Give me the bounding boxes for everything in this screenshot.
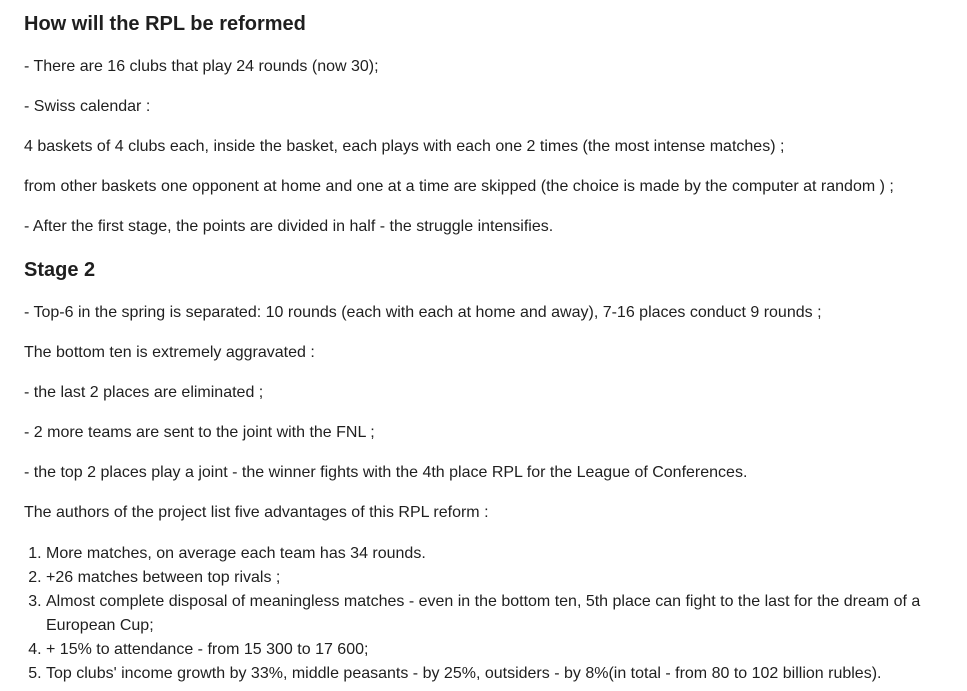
paragraph-bottom-ten: The bottom ten is extremely aggravated : xyxy=(24,344,315,361)
advantage-item: 4. + 15% to attendance - from 15 300 to 17 600; xyxy=(46,638,954,662)
paragraph-first-stage: - After the first stage, the points are divided in half - the struggle intensifies. xyxy=(24,218,554,235)
paragraph-top-6: - Top-6 in the spring is separated: 10 rounds (each with each at home and away), 7-16 places conduct 9 rounds ; xyxy=(24,304,822,321)
paragraph-swiss-calendar: - Swiss calendar : xyxy=(24,98,151,115)
stage-2-heading: Stage 2 xyxy=(24,259,96,281)
advantage-item: 1. More matches, on average each team has 34 rounds. xyxy=(46,542,954,566)
paragraph-clubs: - There are 16 clubs that play 24 rounds (now 30); xyxy=(24,58,379,75)
article-title: How will the RPL be reformed xyxy=(24,13,306,35)
paragraph-advantages-intro: The authors of the project list five advantages of this RPL reform : xyxy=(24,504,489,521)
paragraph-joint-fnl: - 2 more teams are sent to the joint with the FNL ; xyxy=(24,424,375,441)
advantage-item: 2. +26 matches between top rivals ; xyxy=(46,566,954,590)
advantage-item: 3. Almost complete disposal of meaningless matches - even in the bottom ten, 5th place can fight to the last for the dream of a European Cup; xyxy=(46,590,954,638)
paragraph-top-2-joint: - the top 2 places play a joint - the winner fights with the 4th place RPL for the League of Conferences. xyxy=(24,464,748,481)
paragraph-baskets: 4 baskets of 4 clubs each, inside the basket, each plays with each one 2 times (the most intense matches) ; xyxy=(24,138,785,155)
advantages-list xyxy=(24,542,954,686)
paragraph-eliminated: - the last 2 places are eliminated ; xyxy=(24,384,264,401)
paragraph-other-baskets: from other baskets one opponent at home and one at a time are skipped (the choice is made by the computer at random ) ; xyxy=(24,178,894,195)
advantage-item: 5. Top clubs' income growth by 33%, middle peasants - by 25%, outsiders - by 8%(in total - from 80 to 102 billion rubles). xyxy=(46,662,954,686)
